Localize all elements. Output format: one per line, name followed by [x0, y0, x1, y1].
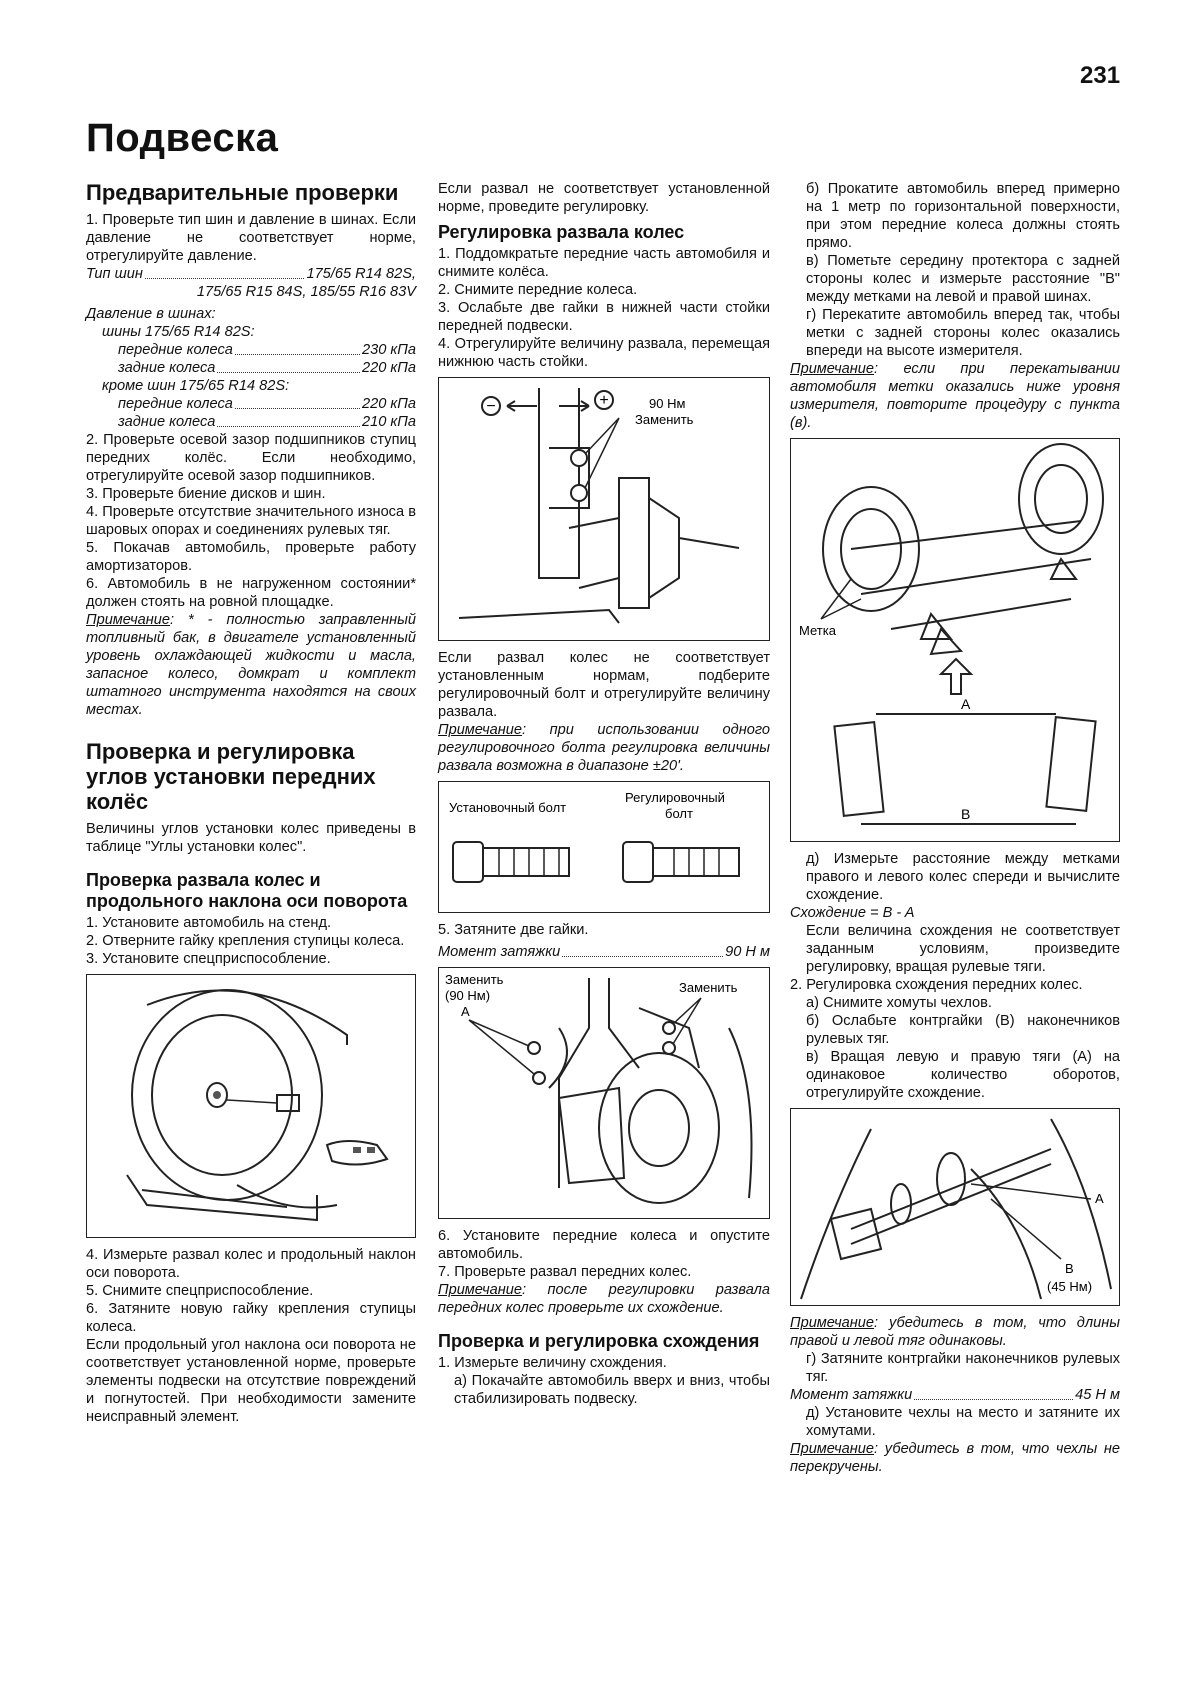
- spec-value: 230 кПа: [362, 342, 416, 358]
- note-text: : * - полностью заправленный топливный бак, в двигателе установленный уровень охлаждающей жидкости и масла, запасное колесо, домкрат и комплект штатного инструмента находятся на своих местах.: [86, 612, 416, 718]
- paragraph: 2. Снимите передние колеса.: [438, 282, 638, 298]
- paragraph: а) Снимите хомуты чехлов.: [806, 995, 992, 1011]
- note-label: Примечание: [790, 1441, 875, 1457]
- heading-camber-adjust: Регулировка развала колес: [438, 222, 685, 242]
- spec-front-pressure-a: [86, 341, 416, 359]
- paragraph: г) Затяните контргайки наконечников рулевых тяг.: [806, 1351, 1120, 1385]
- paragraph: 1. Поддомкратьте передние часть автомобиля и снимите колёса.: [438, 246, 770, 280]
- spec-label: задние колеса: [118, 414, 216, 430]
- tie-rod-illustration: [791, 1109, 1121, 1305]
- paragraph: 1. Измерьте величину схождения.: [438, 1355, 667, 1371]
- spec-rear-pressure-a: [86, 359, 416, 377]
- spec-label: Момент затяжки: [438, 944, 561, 960]
- paragraph: 2. Отверните гайку крепления ступицы колеса.: [86, 933, 405, 949]
- note-label: Примечание: [86, 612, 171, 628]
- strut-illustration: [439, 378, 769, 640]
- paragraph: 4. Отрегулируйте величину развала, перемещая нижнюю часть стойки.: [438, 336, 770, 370]
- toe-formula: Схождение = B - A: [790, 905, 915, 921]
- note-text: : убедитесь в том, что чехлы не перекручены.: [790, 1441, 1120, 1475]
- note: [438, 721, 770, 775]
- note-text: : если при перекатывании автомобиля метки оказались ниже уровня измерителя, повторите процедуру с пункта (в).: [790, 361, 1120, 431]
- page-number: 231: [1080, 62, 1121, 89]
- paragraph: 6. Установите передние колеса и опустите автомобиль.: [438, 1228, 770, 1262]
- paragraph: 4. Измерьте развал колес и продольный наклон оси поворота.: [86, 1247, 416, 1281]
- heading-camber-check: Проверка развала колес и продольного наклона оси поворота: [86, 870, 408, 911]
- spec-sublabel: шины 175/65 R14 82S:: [102, 324, 255, 340]
- column-3: [790, 180, 1120, 1476]
- paragraph: б) Ослабьте контргайки (В) наконечников рулевых тяг.: [806, 1013, 1120, 1047]
- leader-dots: [914, 1399, 1073, 1400]
- paragraph: Если развал колес не соответствует установленным нормам, подберите регулировочный болт и отрегулируйте величину развала.: [438, 650, 770, 720]
- figure-strut-adjust: [438, 377, 770, 641]
- note-text: : после регулировки развала передних колес проверьте их схождение.: [438, 1282, 770, 1316]
- paragraph: Если продольный угол наклона оси поворота не соответствует установленной норме, проверьте элементы подвески на отсутствие повреждений и погнутостей. При необходимости замените неисправный элемент.: [86, 1337, 416, 1425]
- paragraph: 1. Проверьте тип шин и давление в шинах. Если давление не соответствует норме, отрегулируйте давление.: [86, 212, 416, 264]
- spec-label: Тип шин: [86, 266, 143, 282]
- toe-gauge-illustration: [791, 439, 1121, 841]
- bolt-label-adjusting: Регулировочный болт: [625, 790, 725, 821]
- paragraph: г) Перекатите автомобиль вперед так, чтобы метки с задней стороны колес оказались впереди на высоте измерителя.: [806, 307, 1120, 359]
- spec-torque: [438, 943, 770, 961]
- torque-label: (45 Нм): [1047, 1279, 1093, 1294]
- paragraph: 3. Проверьте биение дисков и шин.: [86, 486, 326, 502]
- mark-label: Метка: [799, 623, 836, 638]
- torque-label: (90 Нм): [445, 988, 491, 1003]
- spec-label: Давление в шинах:: [86, 306, 216, 322]
- paragraph: 3. Установите спецприспособление.: [86, 951, 331, 967]
- column-2: [438, 180, 770, 1408]
- note-label: Примечание: [438, 722, 523, 738]
- figure-brake-assembly: [438, 967, 770, 1219]
- spec-label: передние колеса: [118, 396, 233, 412]
- paragraph: 5. Снимите спецприспособление.: [86, 1283, 314, 1299]
- note-label: Примечание: [790, 361, 875, 377]
- paragraph: д) Установите чехлы на место и затяните их хомутами.: [806, 1405, 1120, 1439]
- plus-sign: +: [599, 392, 609, 409]
- heading-alignment-check: Проверка и регулировка углов установки передних колёс: [86, 739, 376, 814]
- paragraph: Если развал не соответствует установленной норме, проведите регулировку.: [438, 181, 770, 215]
- paragraph: 1. Установите автомобиль на стенд.: [86, 915, 332, 931]
- wheel-gauge-illustration: [87, 975, 415, 1237]
- spec-label: передние колеса: [118, 342, 233, 358]
- paragraph: Величины углов установки колес приведены в таблице "Углы установки колес".: [86, 821, 416, 855]
- spec-value-continued: 175/65 R15 84S, 185/55 R16 83V: [196, 284, 416, 300]
- note-label: Примечание: [438, 1282, 523, 1298]
- spec-value: 175/65 R14 82S,: [306, 266, 416, 282]
- replace-label: Заменить: [635, 412, 694, 427]
- paragraph: 6. Автомобиль в не нагруженном состоянии* должен стоять на ровной площадке.: [86, 576, 416, 610]
- note: [790, 360, 1120, 432]
- paragraph: Если величина схождения не соответствует заданным условиям, произведите регулировку, вращая рулевые тяги.: [806, 923, 1120, 975]
- brake-illustration: [439, 968, 769, 1218]
- note: [790, 1440, 1120, 1476]
- paragraph: 2. Проверьте осевой зазор подшипников ступиц передних колёс. Если необходимо, отрегулируйте осевой зазор подшипников.: [86, 432, 416, 484]
- distance-b-label: B: [961, 806, 971, 822]
- note: [438, 1281, 770, 1317]
- paragraph: 2. Регулировка схождения передних колес.: [790, 977, 1083, 993]
- heading-preliminary-checks: Предварительные проверки: [86, 180, 399, 205]
- note-text: : убедитесь в том, что длины правой и левой тяг одинаковы.: [790, 1315, 1120, 1349]
- figure-toe-gauge: [790, 438, 1120, 842]
- note: [790, 1314, 1120, 1350]
- figure-wheel-gauge: [86, 974, 416, 1238]
- leader-dots: [235, 354, 360, 355]
- note: [86, 611, 416, 719]
- spec-value: 220 кПа: [362, 360, 416, 376]
- bolts-illustration: [439, 782, 769, 912]
- spec-tire-type: [86, 265, 416, 283]
- callout-a: A: [1095, 1191, 1104, 1206]
- note-label: Примечание: [790, 1315, 875, 1331]
- paragraph: 7. Проверьте развал передних колес.: [438, 1264, 692, 1280]
- spec-front-pressure-b: [86, 395, 416, 413]
- figure-bolts: [438, 781, 770, 913]
- spec-value: 45 Н м: [1075, 1387, 1120, 1403]
- leader-dots: [145, 278, 305, 279]
- page-title: Подвеска: [86, 116, 279, 160]
- paragraph: б) Прокатите автомобиль вперед примерно на 1 метр по горизонтальной поверхности, при этом передние колеса должны стоять прямо.: [806, 181, 1120, 251]
- minus-sign: −: [486, 398, 496, 415]
- paragraph: 3. Ослабьте две гайки в нижней части стойки передней подвески.: [438, 300, 770, 334]
- leader-dots: [217, 372, 360, 373]
- spec-torque: [790, 1386, 1120, 1404]
- leader-dots: [235, 408, 360, 409]
- replace-label: Заменить: [679, 980, 738, 995]
- callout-b: B: [1065, 1261, 1074, 1276]
- leader-dots: [562, 956, 723, 957]
- paragraph: д) Измерьте расстояние между метками правого и левого колес спереди и вычислите схождение.: [806, 851, 1120, 903]
- spec-rear-pressure-b: [86, 413, 416, 431]
- spec-sublabel: кроме шин 175/65 R14 82S:: [102, 378, 290, 394]
- spec-label: задние колеса: [118, 360, 216, 376]
- paragraph: а) Покачайте автомобиль вверх и вниз, чтобы стабилизировать подвеску.: [454, 1373, 770, 1407]
- paragraph: 4. Проверьте отсутствие значительного износа в шаровых опорах и соединениях рулевых тяг.: [86, 504, 416, 538]
- paragraph: в) Пометьте середину протектора с задней стороны колес и измерьте расстояние "В" между метками на левой и правой шинах.: [806, 253, 1120, 305]
- spec-value: 220 кПа: [362, 396, 416, 412]
- spec-value: 210 кПа: [362, 414, 416, 430]
- replace-label: Заменить: [445, 972, 504, 987]
- callout-a: A: [461, 1004, 470, 1019]
- spec-label: Момент затяжки: [790, 1387, 913, 1403]
- torque-label: 90 Нм: [649, 396, 686, 411]
- figure-tie-rod: [790, 1108, 1120, 1306]
- bolt-label-setting: Установочный болт: [449, 800, 567, 815]
- leader-dots: [217, 426, 360, 427]
- spec-value: 90 Н м: [725, 944, 770, 960]
- note-text: : при использовании одного регулировочного болта регулировка величины развала возможна в диапазоне ±20'.: [438, 722, 770, 774]
- heading-toe-check: Проверка и регулировка схождения: [438, 1331, 760, 1351]
- distance-a-label: A: [961, 696, 971, 712]
- paragraph: 5. Покачав автомобиль, проверьте работу амортизаторов.: [86, 540, 416, 574]
- column-1: [86, 180, 416, 1426]
- paragraph: в) Вращая левую и правую тяги (А) на одинаковое количество оборотов, отрегулируйте схождение.: [806, 1049, 1120, 1101]
- paragraph: 6. Затяните новую гайку крепления ступицы колеса.: [86, 1301, 416, 1335]
- paragraph: 5. Затяните две гайки.: [438, 922, 589, 938]
